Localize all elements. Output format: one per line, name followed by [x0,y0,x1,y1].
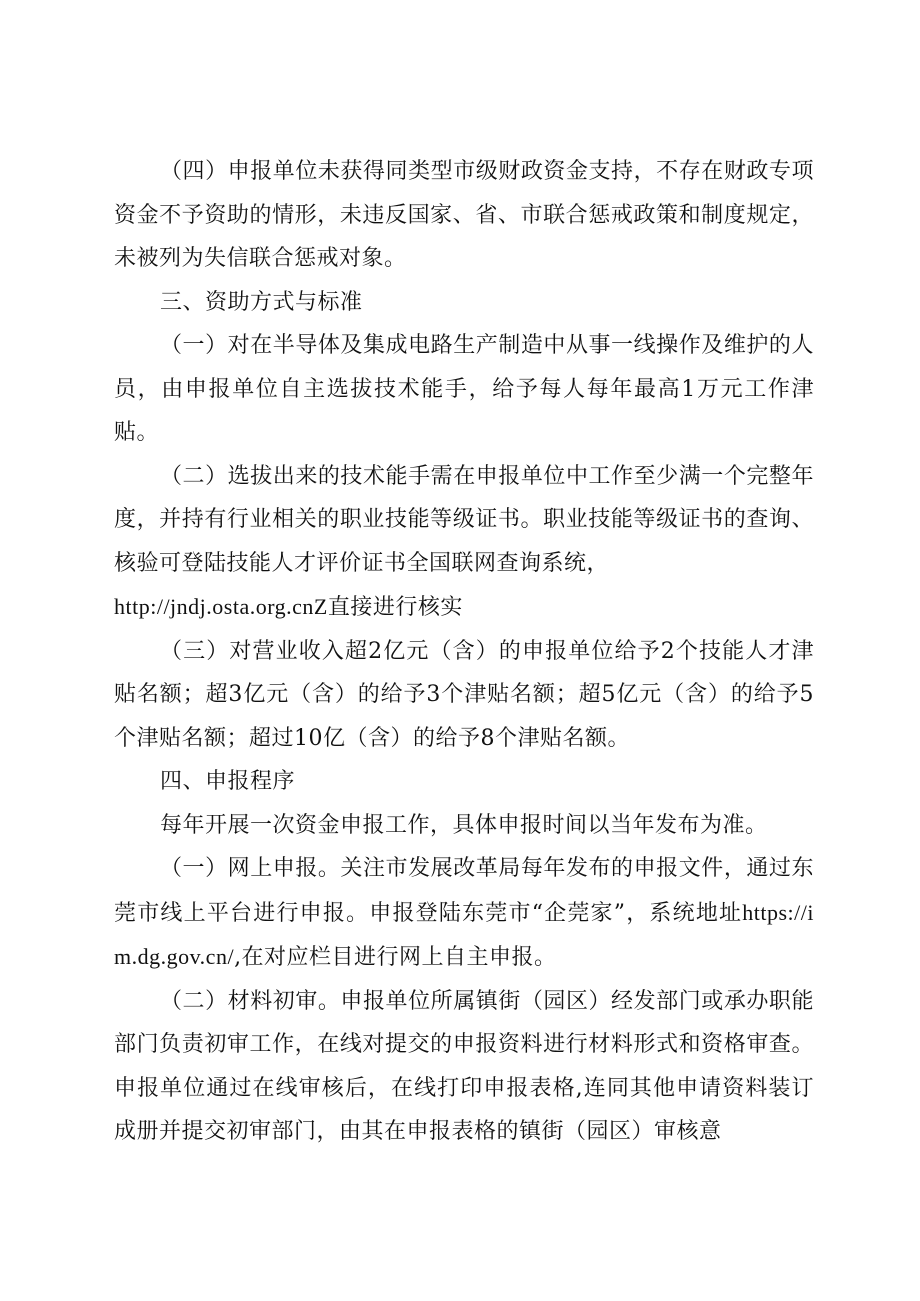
document-body [114,150,814,1154]
url-tail-text: 直接进行核实 [327,595,463,620]
paragraph-funding-2: （二）选拔出来的技术能手需在申报单位中工作至少满一个完整年度，并持有行业相关的职业技能等级证书。职业技能等级证书的查询、核验可登陆技能人才评价证书全国联网查询系统， [114,463,814,576]
procedure-1-tail: ,在对应栏目进行网上自主申报。 [234,945,557,970]
paragraph-funding-3: （三）对营业收入超2亿元（含）的申报单位给予2个技能人才津贴名额；超3亿元（含）的给予3个津贴名额；超5亿元（含）的给予5个津贴名额；超过10亿（含）的给予8个津贴名额。 [114,638,814,751]
osta-url: http://jndj.osta.org.cnZ [114,594,328,619]
paragraph-procedure-1 [114,847,814,980]
paragraph-eligibility-4: （四）申报单位未获得同类型市级财政资金支持，不存在财政专项资金不予资助的情形，未违反国家、省、市联合惩戒政策和制度规定，未被列为失信联合惩戒对象。 [114,159,814,271]
section-heading-funding: 三、资助方式与标准 [160,289,363,315]
paragraph-procedure-intro: 每年开展一次资金申报工作，具体申报时间以当年发布为准。 [160,812,768,838]
dg-url: https://im.dg.gov.cn/ [114,899,814,969]
paragraph-funding-1: （一）对在半导体及集成电路生产制造中从事一线操作及维护的人员，由申报单位自主选拔技术能手，给予每人每年最高1万元工作津贴。 [114,333,814,445]
paragraph-procedure-2: （二）材料初审。申报单位所属镇街（园区）经发部门或承办职能部门负责初审工作，在线对提交的申报资料进行材料形式和资格审查。申报单位通过在线审核后，在线打印申报表格,连同其他申请资料装订成册并提交初审部门，由其在申报表格的镇街（园区）审核意 [114,988,814,1144]
paragraph-funding-2-url-line [114,585,814,630]
section-heading-procedure: 四、申报程序 [160,769,296,794]
procedure-1-text: （一）网上申报。关注市发展改革局每年发布的申报文件，通过东莞市线上平台进行申报。申报登陆东莞市“企莞家”，系统地址 [114,856,814,926]
